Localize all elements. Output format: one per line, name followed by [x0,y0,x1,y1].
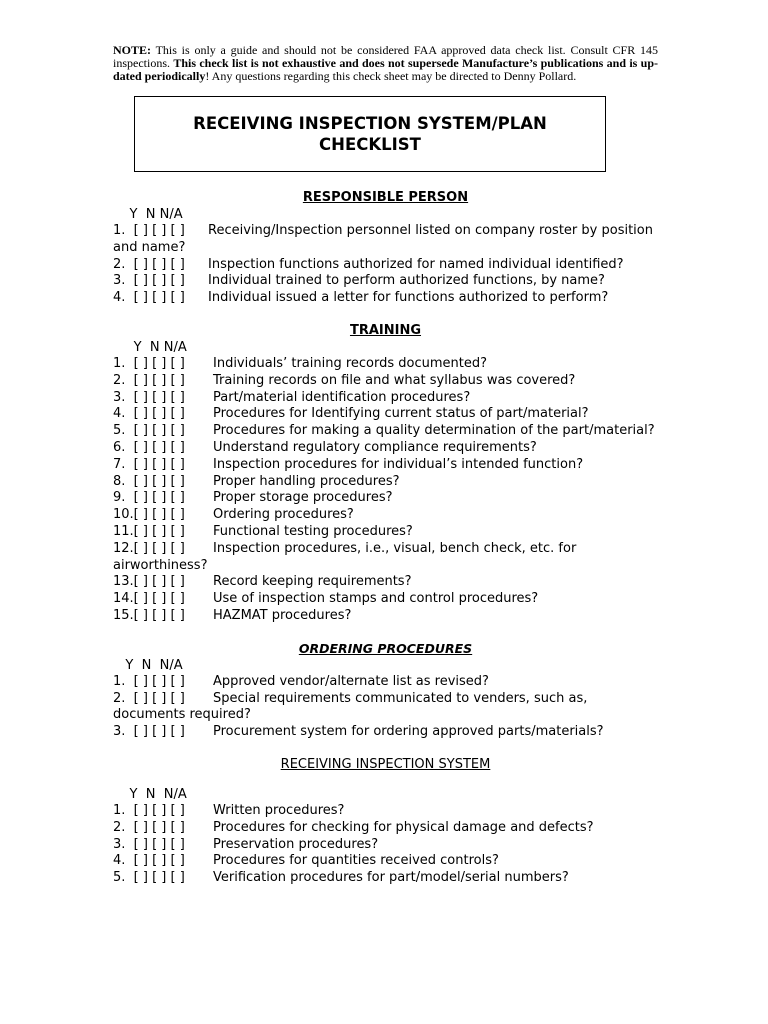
item-question: Record keeping requirements? [213,574,412,590]
checklist-item [113,870,658,887]
item-question: Verification procedures for part/model/serial numbers? [213,870,569,886]
item-number-and-checkboxes[interactable]: 4. [ ] [ ] [ ] [113,290,185,306]
checklist-item [113,691,658,725]
item-number-and-checkboxes[interactable]: 6. [ ] [ ] [ ] [113,439,185,455]
checklist-item [113,273,658,290]
checklist-item [113,257,658,274]
item-number-and-checkboxes[interactable]: 1. [ ] [ ] [ ] [113,355,185,371]
item-question: Part/material identification procedures? [213,389,471,405]
checklist-item [113,608,658,625]
note-paragraph [113,44,658,83]
checklist-item [113,591,658,608]
item-question: Procedures for checking for physical damage and defects? [213,819,594,835]
checklist-page [113,44,658,887]
item-number-and-checkboxes[interactable]: 12.[ ] [ ] [ ] [113,540,185,556]
item-number-and-checkboxes[interactable]: 8. [ ] [ ] [ ] [113,473,185,489]
checklist-item [113,223,658,257]
checklist-item [113,474,658,491]
item-number-and-checkboxes[interactable]: 3. [ ] [ ] [ ] [113,724,185,740]
item-question: Individuals’ training records documented? [213,355,488,371]
note-text-2: ! Any questions regarding this check sheet may be directed to Denny Pollard. [205,69,577,83]
item-number-and-checkboxes[interactable]: 3. [ ] [ ] [ ] [113,273,185,289]
item-question: Procedures for making a quality determination of the part/material? [213,423,655,439]
item-question: Approved vendor/alternate list as revised? [213,673,489,689]
item-question: Written procedures? [213,802,345,818]
section-responsible-person [113,190,658,307]
item-question: Proper handling procedures? [213,473,400,489]
item-question: Receiving/Inspection personnel listed on company roster by position and name? [113,223,653,255]
item-list [113,356,658,625]
item-question: Ordering procedures? [213,507,354,523]
checklist-item [113,423,658,440]
item-number-and-checkboxes[interactable]: 2. [ ] [ ] [ ] [113,819,185,835]
item-question: Use of inspection stamps and control procedures? [213,591,539,607]
title-line-1: RECEIVING INSPECTION SYSTEM/PLAN [193,114,547,133]
ynna-header: Y N N/A [113,786,187,802]
item-number-and-checkboxes[interactable]: 9. [ ] [ ] [ ] [113,490,185,506]
title-line-2: CHECKLIST [319,135,421,154]
item-number-and-checkboxes[interactable]: 2. [ ] [ ] [ ] [113,690,185,706]
note-bold-text: This check list is not exhaustive and does not supersede Manufacture’s publications and is up-dated periodically [113,56,658,83]
item-number-and-checkboxes[interactable]: 4. [ ] [ ] [ ] [113,406,185,422]
checklist-item [113,373,658,390]
section-heading: RECEIVING INSPECTION SYSTEM [280,756,491,772]
section-training [113,323,658,625]
item-question: Procedures for Identifying current status of part/material? [213,406,589,422]
title-box [134,96,606,172]
checklist-item [113,457,658,474]
item-number-and-checkboxes[interactable]: 1. [ ] [ ] [ ] [113,223,185,238]
item-number-and-checkboxes[interactable]: 10.[ ] [ ] [ ] [113,507,185,523]
item-question: Special requirements communicated to venders, such as, documents required? [113,690,588,723]
item-number-and-checkboxes[interactable]: 13.[ ] [ ] [ ] [113,574,185,590]
checklist-item [113,440,658,457]
item-question: Proper storage procedures? [213,490,393,506]
checklist-item [113,356,658,373]
note-text-1: This is only a guide and should not be considered FAA approved data check list. Consult CFR 145 inspections. [113,43,658,70]
checklist-item [113,853,658,870]
item-number-and-checkboxes[interactable]: 1. [ ] [ ] [ ] [113,802,185,818]
item-number-and-checkboxes[interactable]: 7. [ ] [ ] [ ] [113,456,185,472]
item-question: Procedures for quantities received controls? [213,853,499,869]
item-number-and-checkboxes[interactable]: 11.[ ] [ ] [ ] [113,523,185,539]
item-question: Individual trained to perform authorized functions, by name? [208,273,605,289]
item-number-and-checkboxes[interactable]: 15.[ ] [ ] [ ] [113,607,185,623]
checklist-item [113,290,658,307]
item-number-and-checkboxes[interactable]: 2. [ ] [ ] [ ] [113,256,185,272]
item-question: Training records on file and what syllabus was covered? [213,372,576,388]
item-list [113,674,658,741]
item-list [113,223,658,307]
checklist-item [113,507,658,524]
checklist-item [113,574,658,591]
section-heading: ORDERING PROCEDURES [298,640,473,656]
item-number-and-checkboxes[interactable]: 14.[ ] [ ] [ ] [113,591,185,607]
item-question: Individual issued a letter for functions authorized to perform? [208,290,609,306]
ynna-header: Y N N/A [113,339,187,355]
checklist-item [113,406,658,423]
item-number-and-checkboxes[interactable]: 5. [ ] [ ] [ ] [113,870,185,886]
item-question: Understand regulatory compliance requirements? [213,439,537,455]
item-question: Inspection procedures, i.e., visual, bench check, etc. for airworthiness? [113,540,577,573]
checklist-item [113,820,658,837]
checklist-item [113,490,658,507]
ynna-header: Y N N/A [113,207,183,222]
item-number-and-checkboxes[interactable]: 2. [ ] [ ] [ ] [113,372,185,388]
item-question: Inspection functions authorized for named individual identified? [208,256,624,272]
item-list [113,803,658,887]
section-ordering-procedures [113,641,658,741]
checklist-item [113,724,658,741]
item-question: Functional testing procedures? [213,523,413,539]
item-number-and-checkboxes[interactable]: 4. [ ] [ ] [ ] [113,853,185,869]
item-number-and-checkboxes[interactable]: 1. [ ] [ ] [ ] [113,673,185,689]
checklist-item [113,674,658,691]
item-question: Preservation procedures? [213,836,379,852]
checklist-item [113,390,658,407]
checklist-item [113,524,658,541]
note-label: NOTE: [113,43,152,57]
item-question: Procurement system for ordering approved parts/materials? [213,724,604,740]
item-number-and-checkboxes[interactable]: 3. [ ] [ ] [ ] [113,836,185,852]
ynna-header: Y N N/A [113,657,183,673]
item-question: Inspection procedures for individual’s intended function? [213,456,584,472]
section-heading: TRAINING [349,322,422,338]
item-number-and-checkboxes[interactable]: 5. [ ] [ ] [ ] [113,423,185,439]
section-heading: RESPONSIBLE PERSON [302,190,469,205]
checklist-item [113,837,658,854]
checklist-item [113,803,658,820]
checklist-item [113,541,658,575]
item-number-and-checkboxes[interactable]: 3. [ ] [ ] [ ] [113,389,185,405]
item-question: HAZMAT procedures? [213,607,352,623]
section-receiving-inspection-system [113,757,658,887]
